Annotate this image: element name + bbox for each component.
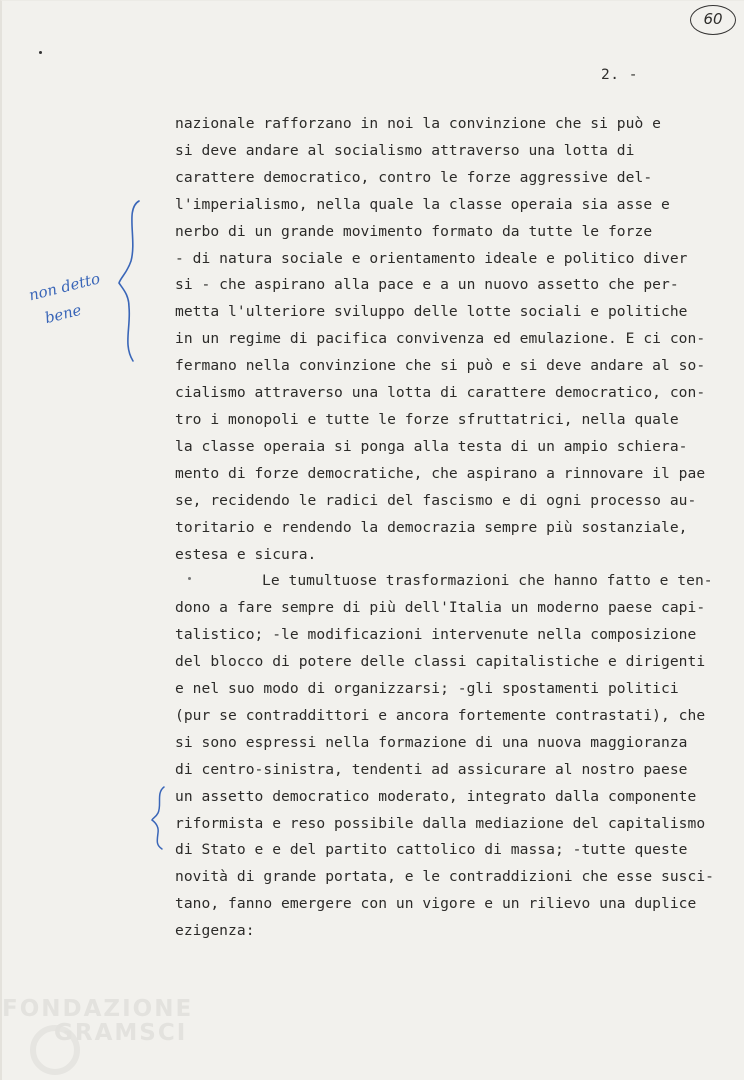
typed-body-text bbox=[175, 111, 730, 945]
text-line: se, recidendo le radici del fascismo e di ogni processo au- bbox=[175, 491, 697, 509]
watermark-line: GRAMSCI bbox=[54, 1020, 188, 1046]
text-line: fermano nella convinzione che si può e si deve andare al so- bbox=[175, 357, 706, 375]
text-line: si deve andare al socialismo attraverso una lotta di bbox=[175, 141, 635, 159]
text-line: l'imperialismo, nella quale la classe operaia sia asse e bbox=[175, 195, 670, 213]
text-line: tano, fanno emergere con un vigore e un rilievo una duplice bbox=[175, 895, 697, 913]
text-line: si - che aspirano alla pace e a un nuovo assetto che per- bbox=[175, 276, 679, 294]
text-line: e nel suo modo di organizzarsi; -gli spostamenti politici bbox=[175, 680, 679, 698]
handwritten-margin-note bbox=[26, 261, 126, 333]
archive-page-number: 60 bbox=[690, 5, 736, 35]
ink-dot bbox=[39, 51, 42, 54]
text-line: ezigenza: bbox=[175, 922, 255, 940]
margin-brace-icon bbox=[115, 199, 145, 363]
text-line: mento di forze democratiche, che aspirano a rinnovare il pae bbox=[175, 464, 706, 482]
text-line: dono a fare sempre di più dell'Italia un moderno paese capi- bbox=[175, 599, 706, 617]
text-line: novità di grande portata, e le contraddizioni che esse susci- bbox=[175, 868, 715, 886]
text-line: - di natura sociale e orientamento ideale e politico diver bbox=[175, 249, 688, 267]
text-line: in un regime di pacifica convivenza ed emulazione. E ci con- bbox=[175, 330, 706, 348]
margin-note-line: non detto bbox=[26, 269, 102, 305]
text-line: metta l'ulteriore sviluppo delle lotte sociali e politiche bbox=[175, 303, 688, 321]
text-line: la classe operaia si ponga alla testa di un ampio schiera- bbox=[175, 437, 688, 455]
page-header: 2. - bbox=[601, 67, 638, 83]
text-line: talistico; -le modificazioni intervenute nella composizione bbox=[175, 626, 697, 644]
watermark-line: FONDAZIONE bbox=[2, 996, 194, 1022]
text-line: di Stato e e del partito cattolico di massa; -tutte queste bbox=[175, 841, 688, 859]
text-line: nerbo di un grande movimento formato da tutte le forze bbox=[175, 222, 653, 240]
text-line: nazionale rafforzano in noi la convinzione che si può e bbox=[175, 115, 661, 132]
text-line: tro i monopoli e tutte le forze sfruttatrici, nella quale bbox=[175, 410, 679, 428]
text-line: carattere democratico, contro le forze aggressive del- bbox=[175, 168, 653, 186]
text-line: si sono espressi nella formazione di una nuova maggioranza bbox=[175, 733, 688, 751]
paragraph-start-line: Le tumultuose trasformazioni che hanno fatto e ten- bbox=[262, 572, 713, 590]
text-line: riformista e reso possibile dalla mediazione del capitalismo bbox=[175, 814, 706, 832]
text-line: del blocco di potere delle classi capitalistiche e dirigenti bbox=[175, 653, 706, 671]
text-line: di centro-sinistra, tendenti ad assicurare al nostro paese bbox=[175, 760, 688, 778]
text-line: un assetto democratico moderato, integrato dalla componente bbox=[175, 787, 697, 805]
margin-note-line: bene bbox=[42, 300, 84, 328]
text-line: toritario e rendendo la democrazia sempre più sostanziale, bbox=[175, 518, 688, 536]
text-line: cialismo attraverso una lotta di carattere democratico, con- bbox=[175, 384, 706, 402]
text-line: (pur se contraddittori e ancora fortemente contrastati), che bbox=[175, 706, 706, 724]
archive-watermark bbox=[2, 997, 202, 1045]
text-line: estesa e sicura. bbox=[175, 545, 317, 563]
margin-brace-icon bbox=[150, 785, 170, 851]
ink-dot bbox=[188, 577, 191, 580]
